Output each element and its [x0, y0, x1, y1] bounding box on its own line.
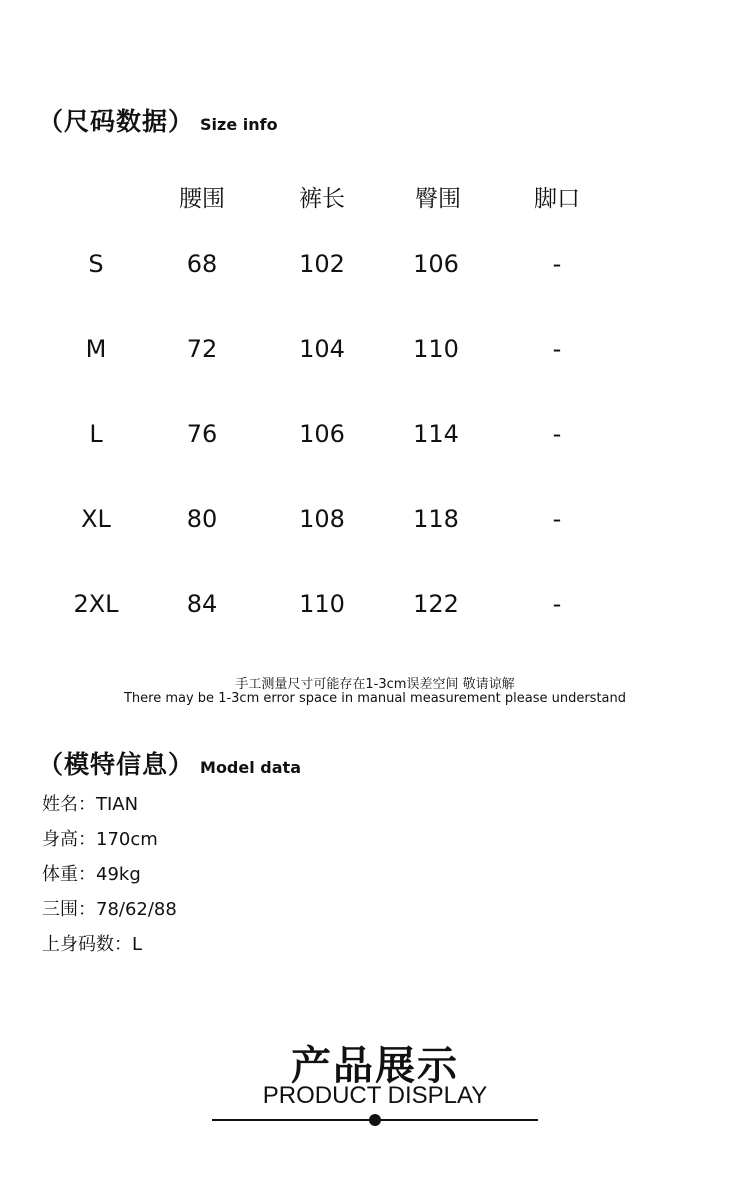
table-cell: -: [552, 590, 562, 618]
table-cell: 68: [186, 250, 218, 278]
table-cell: 118: [413, 505, 459, 533]
size-label: XL: [81, 505, 111, 533]
measurement-note-en: There may be 1-3cm error space in manual measurement please understand: [123, 691, 627, 706]
table-cell: 102: [299, 250, 345, 278]
column-header-length: 裤长: [299, 186, 345, 212]
divider-dot: [369, 1114, 381, 1126]
column-header-waist: 腰围: [179, 186, 225, 212]
model-size-worn: 上身码数：L: [42, 934, 143, 955]
model-info-list: [42, 790, 177, 965]
model-data-heading: [38, 745, 301, 781]
size-info-title-en: Size info: [200, 115, 278, 134]
size-label: M: [85, 335, 107, 363]
size-label: L: [89, 420, 103, 448]
product-display-title-zh: 产品展示: [291, 1043, 459, 1089]
column-header-hip: 臀围: [415, 186, 461, 212]
table-cell: 108: [299, 505, 345, 533]
product-display-title-en: PRODUCT DISPLAY: [262, 1082, 488, 1109]
table-cell: 106: [413, 250, 459, 278]
model-name: 姓名：TIAN: [42, 794, 139, 815]
column-header-hem: 脚口: [534, 186, 580, 212]
table-cell: 106: [299, 420, 345, 448]
table-cell: -: [552, 250, 562, 278]
table-cell: 104: [299, 335, 345, 363]
size-label: 2XL: [73, 590, 119, 618]
model-weight: 体重：49kg: [42, 864, 141, 885]
table-cell: 76: [186, 420, 218, 448]
model-data-title-en: Model data: [200, 758, 301, 777]
table-cell: -: [552, 505, 562, 533]
table-cell: -: [552, 420, 562, 448]
table-cell: 80: [186, 505, 218, 533]
size-label: S: [88, 250, 104, 278]
table-cell: 84: [186, 590, 218, 618]
model-measurements: 三围：78/62/88: [42, 899, 177, 920]
measurement-note-zh: 手工测量尺寸可能存在1-3cm误差空间 敬请谅解: [235, 677, 515, 692]
table-cell: 110: [299, 590, 345, 618]
model-height: 身高：170cm: [42, 829, 158, 850]
size-info-title-zh: （尺码数据）: [38, 107, 195, 136]
table-cell: 110: [413, 335, 459, 363]
table-cell: -: [552, 335, 562, 363]
table-cell: 72: [186, 335, 218, 363]
table-cell: 114: [413, 420, 459, 448]
table-cell: 122: [413, 590, 459, 618]
model-data-title-zh: （模特信息）: [38, 750, 195, 779]
